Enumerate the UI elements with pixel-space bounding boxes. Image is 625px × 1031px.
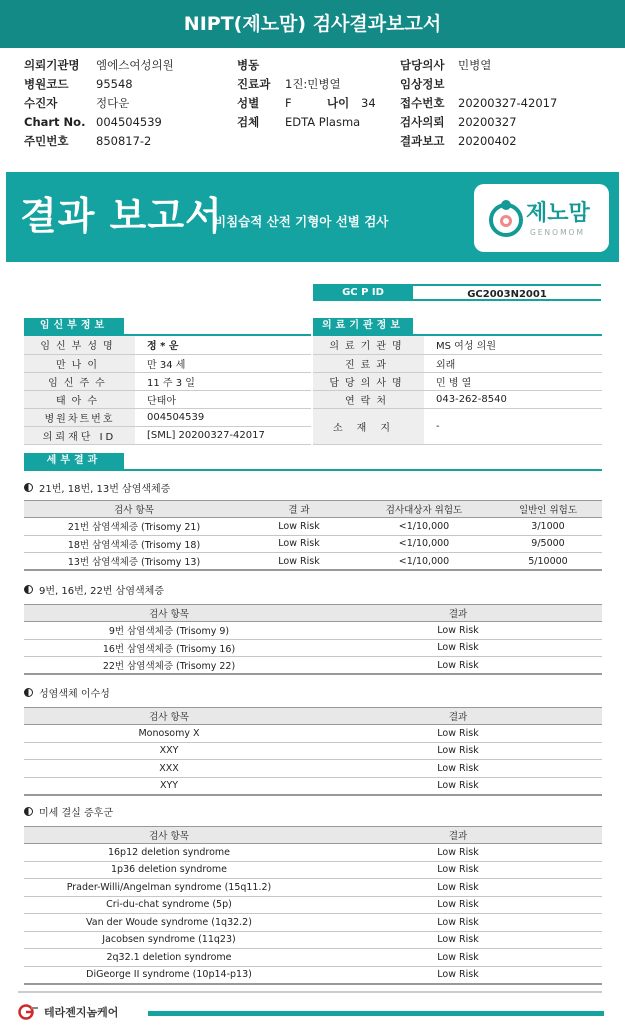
department-value: 1진:민병열 [285,77,341,91]
gcp-id-value: GC2003N2001 [413,284,601,301]
test-result: Low Risk [314,966,602,984]
age-value-2: 만 34 세 [135,354,311,372]
logo-text: 제노맘 [526,201,590,226]
test-item: Monosomy X [24,725,314,743]
resident-no-value: 850817-2 [96,134,152,148]
contact-value: 043-262-8540 [424,390,602,408]
doctor-name-label: 담당의사명 [313,372,424,390]
col-header: 결과 [314,605,602,622]
results-table-2 [24,604,602,675]
test-item: DiGeorge II syndrome (10p14-p13) [24,966,314,984]
hospital-code-value: 95548 [96,77,133,91]
hospital-chart-label: 병원차트번호 [24,408,135,426]
clinic-dept-value: 외래 [424,354,602,372]
test-result: Low Risk [314,760,602,778]
detail-results-tag: 세부결과 [24,453,124,469]
table-row [313,390,602,408]
institution-value: MS 여성 의원 [424,336,602,354]
banner-title: 결과 보고서 [20,194,223,238]
test-result: Low Risk [314,777,602,795]
table-row [24,518,602,536]
client-label: 의뢰기관명 [24,58,80,72]
header-col-1 [24,56,174,151]
section-heading [24,685,110,700]
request-date-value: 20200327 [458,115,517,129]
pregnant-name-value: 정 * 운 [135,336,311,354]
test-result: Low Risk [314,844,602,862]
test-result: Low Risk [244,535,354,553]
table-row [24,777,602,795]
test-item: 2q32.1 deletion syndrome [24,949,314,967]
receipt-no-label: 접수번호 [400,96,445,110]
test-result: Low Risk [314,879,602,897]
test-item: 21번 삼염색체증 (Trisomy 21) [24,518,244,536]
request-date-label: 검사의뢰 [400,115,445,129]
test-result: Low Risk [314,914,602,932]
table-row [24,742,602,760]
genomom-logo-icon [488,196,524,238]
clinic-dept-label: 진료과 [313,354,424,372]
col-header: 검사 항목 [24,708,314,725]
table-row [24,914,602,932]
test-item: 9번 삼염색체증 (Trisomy 9) [24,622,314,640]
half-circle-icon [24,688,33,697]
table-row [24,408,311,426]
results-table-1 [24,500,602,571]
table-row [24,844,602,862]
test-item: Van der Woude syndrome (1q32.2) [24,914,314,932]
table-row [313,372,602,390]
table-row [24,535,602,553]
table-row [24,896,602,914]
half-circle-icon [24,483,33,492]
chart-no-label: Chart No. [24,115,86,129]
test-result: Low Risk [244,518,354,536]
age-value: 34 [361,96,376,110]
doctor-label: 담당의사 [400,58,445,72]
foundation-id-label: 의뢰재단 ID [24,426,135,444]
subject-risk: <1/10,000 [354,518,494,536]
col-header: 검사 항목 [24,827,314,844]
logo-subtext: GENOMOM [530,228,585,237]
chart-no-value: 004504539 [96,115,162,129]
section-heading [24,480,170,495]
footer-company-logo [18,1004,118,1020]
clinical-info-label: 임상정보 [400,77,445,91]
table-row [24,622,602,640]
report-date-label: 결과보고 [400,134,445,148]
hospital-chart-value: 004504539 [135,408,311,426]
subject-risk: <1/10,000 [354,535,494,553]
patient-info-table [24,336,311,445]
sex-label: 성별 [237,96,260,110]
col-header: 일반인 위험도 [494,501,602,518]
half-circle-icon [24,585,33,594]
col-header: 결과 [314,708,602,725]
gcp-id-label: GC P ID [313,284,413,301]
institution-label: 의료기관명 [313,336,424,354]
section-heading [24,582,164,597]
table-row [313,408,602,444]
results-table-3 [24,707,602,796]
clinic-info-tag: 의료기관정보 [313,318,413,334]
header-col-2 [237,56,376,132]
test-item: 1p36 deletion syndrome [24,861,314,879]
table-row [24,426,311,444]
clinic-info-table [313,336,602,445]
table-row [24,657,602,675]
test-result: Low Risk [314,742,602,760]
ward-label: 병동 [237,58,260,72]
test-result: Low Risk [314,639,602,657]
col-header: 결과 [314,827,602,844]
results-table-4 [24,826,602,985]
test-result: Low Risk [314,931,602,949]
specimen-label: 검체 [237,115,260,129]
table-row [24,760,602,778]
half-circle-icon [24,807,33,816]
footer-company-name: 테라젠지놈케어 [44,1006,119,1019]
table-row [313,336,602,354]
foundation-id-value: [SML] 20200327-42017 [135,426,311,444]
department-label: 진료과 [237,77,271,91]
address-value: - [424,408,602,444]
test-item: 18번 삼염색체증 (Trisomy 18) [24,535,244,553]
general-risk: 9/5000 [494,535,602,553]
resident-no-label: 주민번호 [24,134,69,148]
table-row [24,336,311,354]
report-title: NIPT(제노맘) 검사결과보고서 [0,0,625,48]
gestation-value: 11 주 3 일 [135,372,311,390]
test-result: Low Risk [314,896,602,914]
test-item: XYY [24,777,314,795]
patient-label: 수진자 [24,96,58,110]
fetus-count-value: 단태아 [135,390,311,408]
bottom-divider [18,991,602,993]
test-result: Low Risk [314,861,602,879]
test-result: Low Risk [314,657,602,675]
table-row [24,725,602,743]
terragen-logo-icon [18,1004,40,1020]
contact-label: 연락처 [313,390,424,408]
section-heading [24,804,113,819]
col-header: 검사대상자 위험도 [354,501,494,518]
section-2-title: 9번, 16번, 22번 삼염색체증 [39,586,164,597]
footer-bar [148,1011,604,1016]
test-item: Jacobsen syndrome (11q23) [24,931,314,949]
table-row [24,966,602,984]
col-header: 검사 항목 [24,501,244,518]
section-3-title: 성염색체 이수성 [39,689,110,700]
table-row [24,931,602,949]
table-row [24,553,602,571]
section-1-title: 21번, 18번, 13번 삼염색체증 [39,484,171,495]
test-item: Prader-Willi/Angelman syndrome (15q11.2) [24,879,314,897]
test-item: 22번 삼염색체증 (Trisomy 22) [24,657,314,675]
sex-value: F [285,96,292,110]
address-label: 소재지 [313,408,424,444]
col-header: 결 과 [244,501,354,518]
client-value: 엠에스여성의원 [96,58,174,72]
table-row [24,949,602,967]
table-row [24,372,311,390]
doctor-value: 민병열 [458,58,492,72]
gestation-label: 임신주수 [24,372,135,390]
age-label: 나이 [327,96,350,110]
test-item: Cri-du-chat syndrome (5p) [24,896,314,914]
table-row [24,861,602,879]
table-row [24,879,602,897]
table-row [24,354,311,372]
report-banner [6,172,619,262]
test-result: Low Risk [244,553,354,571]
genomom-logo [474,184,609,252]
detail-results-line [24,469,602,471]
subject-risk: <1/10,000 [354,553,494,571]
specimen-value: EDTA Plasma [285,115,361,129]
table-row [313,354,602,372]
test-item: XXX [24,760,314,778]
patient-value: 정다운 [96,96,130,110]
banner-subtitle: 비침습적 산전 기형아 선별 검사 [214,214,389,229]
header-col-3 [400,56,557,151]
report-date-value: 20200402 [458,134,517,148]
test-item: 16번 삼염색체증 (Trisomy 16) [24,639,314,657]
patient-info-tag: 임신부정보 [24,318,124,334]
col-header: 검사 항목 [24,605,314,622]
test-item: 13번 삼염색체증 (Trisomy 13) [24,553,244,571]
fetus-count-label: 태아수 [24,390,135,408]
age-label-2: 만나이 [24,354,135,372]
general-risk: 5/10000 [494,553,602,571]
test-result: Low Risk [314,725,602,743]
test-result: Low Risk [314,622,602,640]
table-row [24,390,311,408]
section-4-title: 미세 결실 증후군 [39,808,113,819]
general-risk: 3/1000 [494,518,602,536]
receipt-no-value: 20200327-42017 [458,96,558,110]
pregnant-name-label: 임신부성명 [24,336,135,354]
hospital-code-label: 병원코드 [24,77,69,91]
test-item: XXY [24,742,314,760]
test-result: Low Risk [314,949,602,967]
doctor-name-value: 민 병 열 [424,372,602,390]
test-item: 16p12 deletion syndrome [24,844,314,862]
table-row [24,639,602,657]
